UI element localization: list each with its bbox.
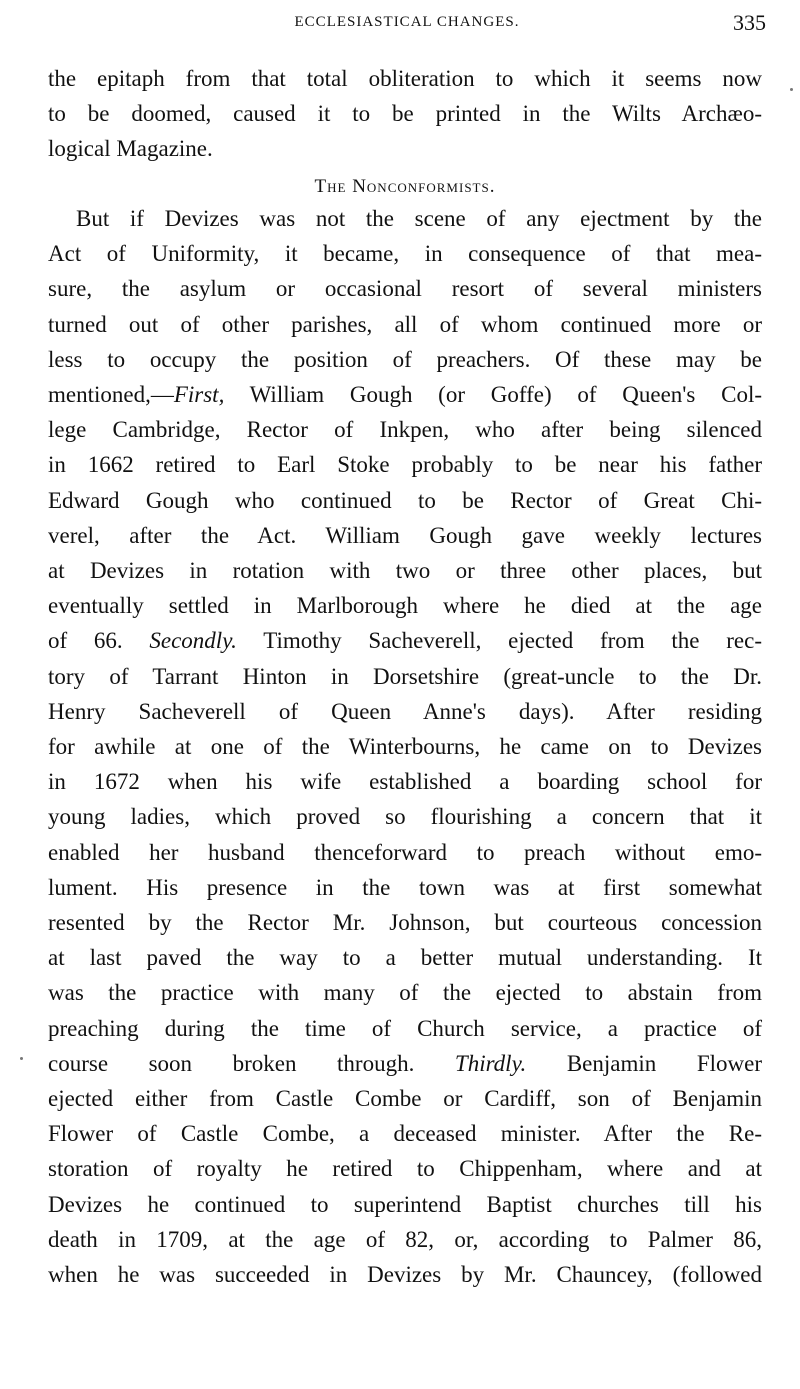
text-line: was the practice with many of the ejected to abstain from	[48, 980, 762, 1006]
italic-ordinal: Thirdly.	[454, 1050, 527, 1076]
text-line: Devizes he continued to superintend Baptist churches till his	[48, 1191, 762, 1217]
text-line: turned out of other parishes, all of whom continued more or	[48, 311, 762, 337]
text-line: Act of Uniformity, it became, in consequence of that mea-	[48, 241, 762, 267]
italic-ordinal: First,	[173, 382, 225, 407]
text-line: lument. His presence in the town was at first somewhat	[48, 874, 762, 900]
text-line: death in 1709, at the age of 82, or, according to Palmer 86,	[48, 1226, 762, 1252]
text-line: preaching during the time of Church service, a practice of	[48, 1015, 762, 1041]
print-speck	[20, 1057, 23, 1060]
text-line: logical Magazine.	[48, 136, 213, 162]
page-number: 335	[733, 10, 766, 35]
text-line: at last paved the way to a better mutual understanding. It	[48, 945, 762, 971]
text-line: eventually settled in Marlborough where he died at the age	[48, 593, 762, 619]
section-heading: The Nonconformists.	[314, 175, 496, 197]
text-line: the epitaph from that total obliteration to which it seems now	[48, 66, 762, 91]
text-line: enabled her husband thenceforward to preach without emo-	[48, 839, 762, 865]
print-speck	[790, 88, 793, 91]
text-line: at Devizes in rotation with two or three other places, but	[48, 558, 762, 583]
text-line: in 1672 when his wife established a boarding school for	[48, 769, 762, 795]
text-line: storation of royalty he retired to Chippenham, where and at	[48, 1156, 762, 1182]
text-line: Flower of Castle Combe, a deceased minister. After the Re-	[48, 1121, 762, 1147]
page-header	[48, 10, 766, 40]
running-head: ECCLESIASTICAL CHANGES.	[294, 14, 520, 30]
text-line: tory of Tarrant Hinton in Dorsetshire (great-uncle to the Dr.	[48, 663, 762, 689]
text-line: in 1662 retired to Earl Stoke probably to be near his father	[48, 452, 762, 478]
text-line: course soon broken through. Thirdly. Benjamin Flower	[48, 1050, 762, 1076]
text-line: less to occupy the position of preachers. Of these may be	[48, 346, 762, 372]
text-line: sure, the asylum or occasional resort of several ministers	[48, 276, 762, 302]
text-line: when he was succeeded in Devizes by Mr. Chauncey, (followed	[48, 1262, 762, 1287]
text-line: Edward Gough who continued to be Rector of Great Chi-	[48, 487, 762, 513]
text-line: But if Devizes was not the scene of any ejectment by the	[76, 206, 762, 231]
text-line: ejected either from Castle Combe or Cardiff, son of Benjamin	[48, 1086, 762, 1111]
text-line: verel, after the Act. William Gough gave weekly lectures	[48, 522, 762, 548]
text-line: for awhile at one of the Winterbourns, he came on to Devizes	[48, 734, 762, 759]
text-line: mentioned,—First, William Gough (or Goffe) of Queen's Col-	[48, 382, 762, 407]
text-line: of 66. Secondly. Timothy Sacheverell, ejected from the rec-	[48, 628, 762, 654]
italic-ordinal: Secondly.	[149, 628, 237, 654]
text-line: lege Cambridge, Rector of Inkpen, who after being silenced	[48, 417, 762, 443]
text-line: young ladies, which proved so flourishing a concern that it	[48, 804, 762, 830]
text-line: Henry Sacheverell of Queen Anne's days). After residing	[48, 698, 762, 724]
text-line: resented by the Rector Mr. Johnson, but courteous concession	[48, 910, 762, 935]
text-line: to be doomed, caused it to be printed in the Wilts Archæo-	[48, 101, 762, 127]
